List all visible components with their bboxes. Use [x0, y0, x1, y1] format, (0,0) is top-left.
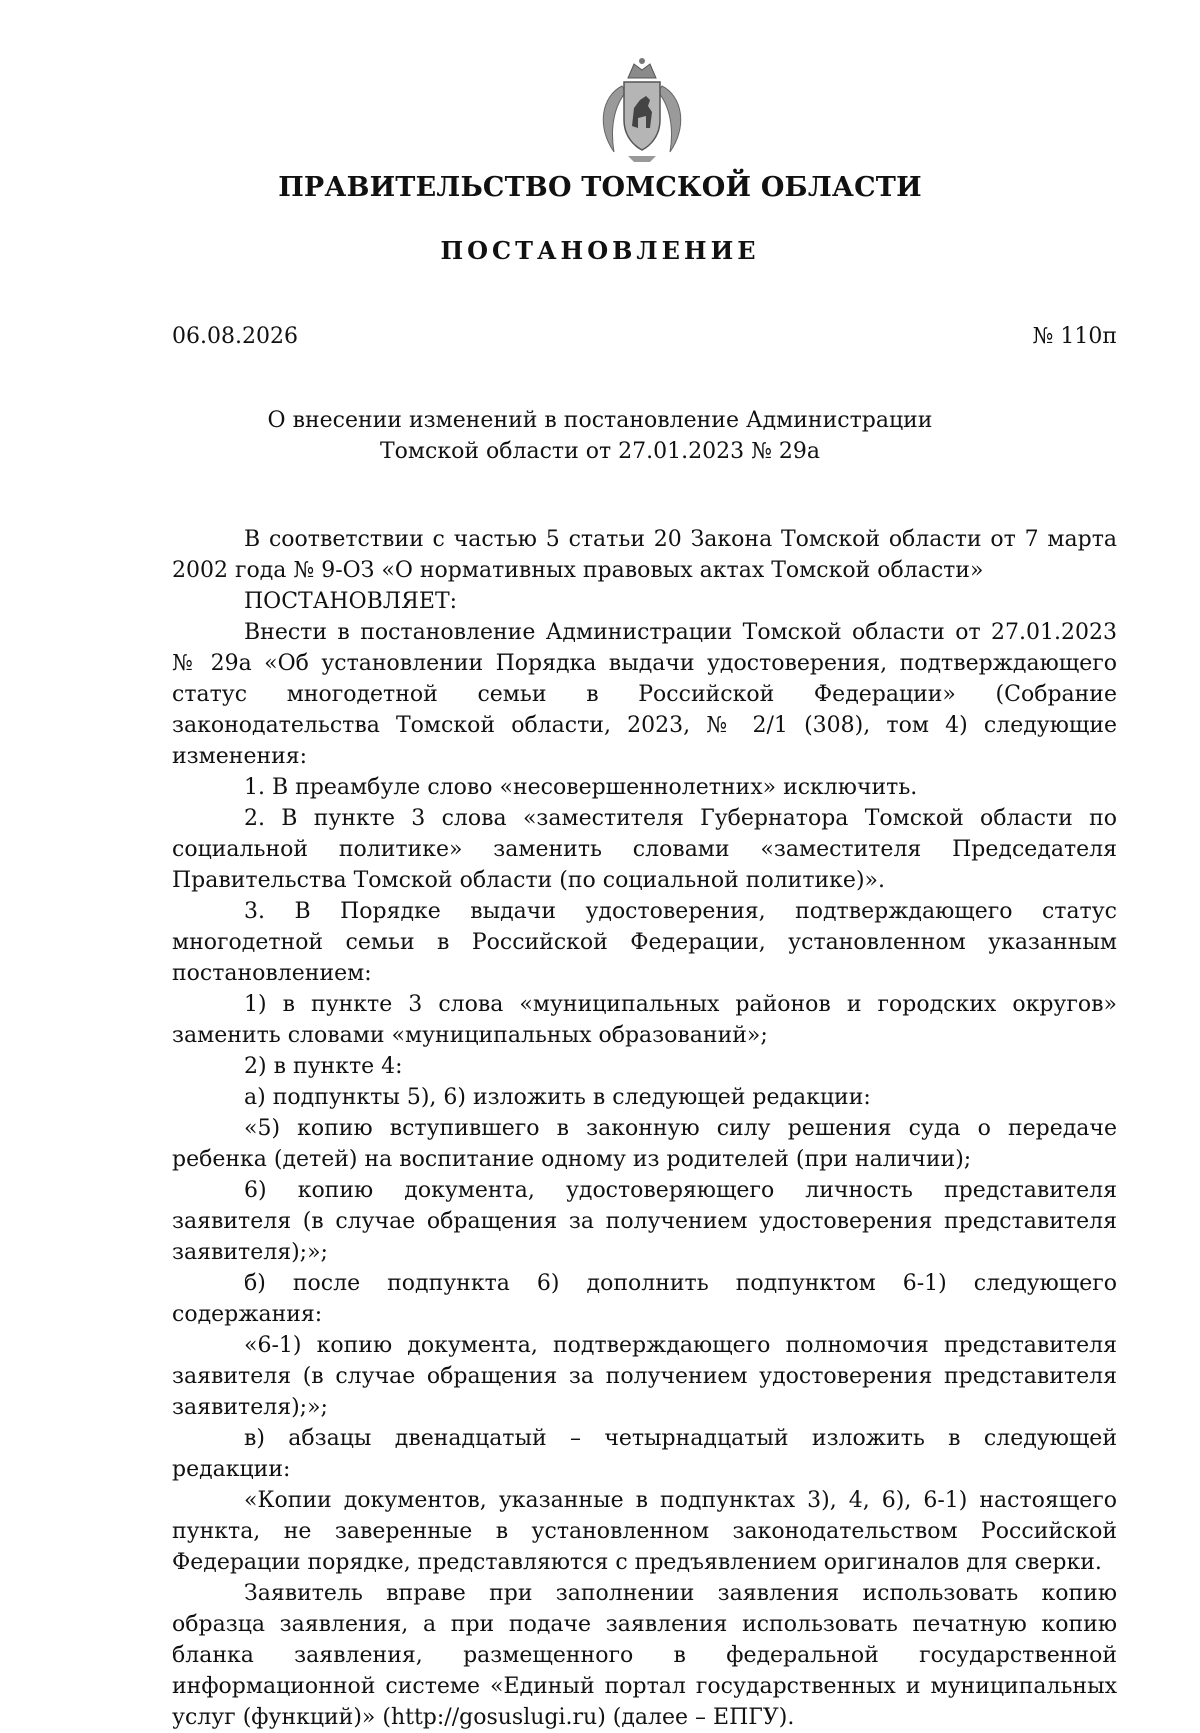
- paragraph: 2) в пункте 4:: [244, 1054, 403, 1079]
- paragraph: 1. В преамбуле слово «несовершеннолетних» исключить.: [244, 775, 918, 800]
- subject-line: Томской области от 27.01.2023 № 29а: [379, 439, 821, 464]
- paragraph: 3. В Порядке выдачи удостоверения, подтверждающего статус многодетной семьи в Российской Федерации, установленном указанным постановлением:: [172, 899, 1117, 986]
- paragraph: 1) в пункте 3 слова «муниципальных районов и городских округов» заменить словами «муниципальных образований»;: [172, 992, 1117, 1048]
- paragraph: 6) копию документа, удостоверяющего личность представителя заявителя (в случае обращения за получением удостоверения представителя заявителя);»;: [172, 1178, 1117, 1265]
- document-body: [172, 524, 1117, 1733]
- paragraph: Заявитель вправе при заполнении заявления использовать копию образца заявления, а при подаче заявления использовать печатную копию бланка заявления, размещенного в федеральной государственной информационной системе «Единый портал государственных и муниципальных услуг (функций)» (http://gosuslugi.ru) (далее – ЕПГУ).: [172, 1581, 1117, 1730]
- paragraph: б) после подпункта 6) дополнить подпунктом 6-1) следующего содержания:: [172, 1271, 1117, 1327]
- resolution-keyword: ПОСТАНОВЛЯЕТ:: [244, 589, 458, 614]
- paragraph: а) подпункты 5), 6) изложить в следующей редакции:: [244, 1085, 871, 1110]
- paragraph: в) абзацы двенадцатый – четырнадцатый изложить в следующей редакции:: [172, 1426, 1117, 1482]
- document-date: 06.08.2026: [172, 324, 298, 349]
- document-subject: [0, 405, 1200, 467]
- paragraph: 2. В пункте 3 слова «заместителя Губернатора Томской области по социальной политике» заменить словами «заместителя Председателя Правительства Томской области (по социальной политике)».: [172, 806, 1117, 893]
- document-type: ПОСТАНОВЛЕНИЕ: [440, 236, 760, 265]
- subject-line: О внесении изменений в постановление Администрации: [267, 408, 933, 433]
- coat-of-arms-icon: [584, 56, 700, 164]
- paragraph: «5) копию вступившего в законную силу решения суда о передаче ребенка (детей) на воспитание одному из родителей (при наличии);: [172, 1116, 1117, 1172]
- paragraph: Внести в постановление Администрации Томской области от 27.01.2023 № 29а «Об установлении Порядка выдачи удостоверения, подтверждающего статус многодетной семьи в Российской Федерации» (Собрание законодательства Томской области, 2023, № 2/1 (308), том 4) следующие изменения:: [172, 620, 1117, 769]
- paragraph: «6-1) копию документа, подтверждающего полномочия представителя заявителя (в случае обращения за получением удостоверения представителя заявителя);»;: [172, 1333, 1117, 1420]
- paragraph: «Копии документов, указанные в подпунктах 3), 4, 6), 6-1) настоящего пункта, не заверенные в установленном законодательством Российской Федерации порядке, представляются с предъявлением оригиналов для сверки.: [172, 1488, 1117, 1575]
- document-number: № 110п: [1032, 324, 1117, 349]
- organization-title: ПРАВИТЕЛЬСТВО ТОМСКОЙ ОБЛАСТИ: [278, 172, 922, 203]
- paragraph: В соответствии с частью 5 статьи 20 Закона Томской области от 7 марта 2002 года № 9-ОЗ «О нормативных правовых актах Томской области»: [172, 527, 1117, 583]
